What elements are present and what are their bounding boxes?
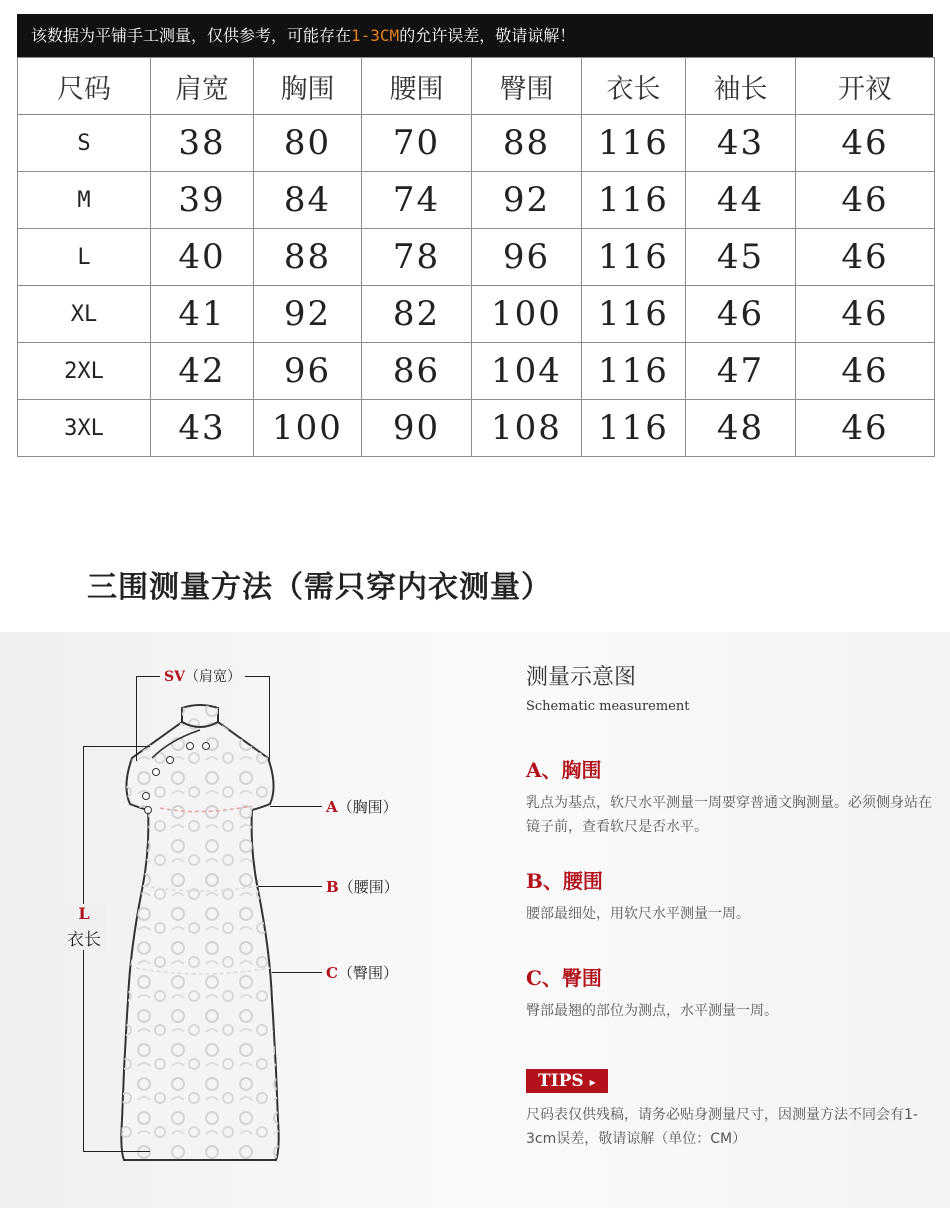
size-cell: XL	[18, 286, 151, 343]
table-cell: 39	[151, 172, 254, 229]
info-item-hip	[526, 962, 936, 1023]
table-row	[18, 343, 935, 400]
table-cell: 46	[796, 343, 935, 400]
size-table	[17, 57, 935, 457]
table-row	[18, 115, 935, 172]
info-title: 测量示意图	[526, 665, 637, 690]
table-cell: 46	[686, 286, 796, 343]
notice-tolerance: 1-3CM	[351, 26, 400, 45]
info-text: 乳点为基点，软尺水平测量一周要穿普通文胸测量。必须侧身站在镜子前，查看软尺是否水平。	[526, 795, 932, 835]
length-label	[62, 904, 106, 950]
table-cell: 48	[686, 400, 796, 457]
info-item-waist	[526, 865, 936, 926]
table-cell: 116	[582, 286, 686, 343]
table-cell: 46	[796, 229, 935, 286]
table-cell: 82	[362, 286, 472, 343]
notice-text: 该数据为平铺手工测量，仅供参考，可能存在	[31, 26, 352, 45]
tips-badge	[526, 1069, 608, 1093]
size-cell: L	[18, 229, 151, 286]
info-item-chest	[526, 754, 936, 839]
table-cell: 41	[151, 286, 254, 343]
tips-text: 尺码表仅供残稿，请务必贴身测量尺寸，因测量方法不同会有1-3cm误差，敬请谅解（单位：CM）	[526, 1107, 918, 1147]
table-cell: 84	[254, 172, 362, 229]
table-cell: 92	[472, 172, 582, 229]
chest-text: （胸围）	[337, 798, 398, 816]
table-cell: 104	[472, 343, 582, 400]
info-heading: B、腰围	[526, 869, 603, 893]
table-cell: 116	[582, 400, 686, 457]
hip-code: C	[326, 964, 338, 982]
table-cell: 46	[796, 172, 935, 229]
table-cell: 116	[582, 172, 686, 229]
shoulder-bracket	[136, 676, 270, 761]
shoulder-label	[160, 666, 245, 686]
table-cell: 46	[796, 115, 935, 172]
section-title: 三围测量方法（需只穿内衣测量）	[87, 570, 552, 605]
measurement-info	[526, 660, 936, 1151]
table-cell: 78	[362, 229, 472, 286]
size-cell: M	[18, 172, 151, 229]
table-cell: 43	[686, 115, 796, 172]
table-header-cell: 肩宽	[151, 58, 254, 115]
table-cell: 74	[362, 172, 472, 229]
table-cell: 47	[686, 343, 796, 400]
table-cell: 88	[472, 115, 582, 172]
table-header-row	[18, 58, 935, 115]
size-cell: S	[18, 115, 151, 172]
table-cell: 44	[686, 172, 796, 229]
table-cell: 116	[582, 343, 686, 400]
chest-label	[326, 796, 398, 817]
info-heading: C、臀围	[526, 966, 602, 990]
table-header-cell: 臀围	[472, 58, 582, 115]
table-header-cell: 衣长	[582, 58, 686, 115]
table-cell: 116	[582, 115, 686, 172]
table-row	[18, 400, 935, 457]
table-cell: 96	[254, 343, 362, 400]
size-cell: 2XL	[18, 343, 151, 400]
shoulder-code: SV	[164, 669, 185, 685]
hip-text: （臀围）	[337, 964, 398, 982]
chest-code: A	[326, 798, 338, 816]
table-cell: 42	[151, 343, 254, 400]
waist-label	[326, 876, 399, 897]
table-cell: 100	[254, 400, 362, 457]
info-text: 腰部最细处，用软尺水平测量一周。	[526, 906, 750, 922]
table-cell: 80	[254, 115, 362, 172]
waist-line	[258, 886, 322, 887]
waist-code: B	[326, 878, 339, 896]
chest-line	[270, 806, 322, 807]
table-cell: 45	[686, 229, 796, 286]
table-cell: 43	[151, 400, 254, 457]
table-header-cell: 开衩	[796, 58, 935, 115]
table-cell: 96	[472, 229, 582, 286]
table-cell: 116	[582, 229, 686, 286]
table-cell: 46	[796, 400, 935, 457]
tips-label: TIPS	[538, 1071, 584, 1091]
table-cell: 108	[472, 400, 582, 457]
table-cell: 88	[254, 229, 362, 286]
table-cell: 70	[362, 115, 472, 172]
table-header-cell: 腰围	[362, 58, 472, 115]
table-row	[18, 286, 935, 343]
table-cell: 40	[151, 229, 254, 286]
tips-section	[526, 1069, 936, 1151]
table-header-cell: 尺码	[18, 58, 151, 115]
waist-text: （腰围）	[338, 878, 399, 896]
table-cell: 100	[472, 286, 582, 343]
length-code: L	[78, 904, 90, 923]
table-cell: 38	[151, 115, 254, 172]
notice-bar	[17, 14, 933, 57]
table-cell: 46	[796, 286, 935, 343]
size-cell: 3XL	[18, 400, 151, 457]
hip-label	[326, 962, 398, 983]
shoulder-text: （肩宽）	[184, 669, 241, 685]
table-cell: 86	[362, 343, 472, 400]
tips-arrow-icon: ▸	[589, 1075, 596, 1089]
hip-line	[272, 972, 322, 973]
notice-text-end: 的允许误差，敬请谅解！	[399, 26, 576, 45]
table-header-cell: 胸围	[254, 58, 362, 115]
table-cell: 90	[362, 400, 472, 457]
table-row	[18, 172, 935, 229]
info-text: 臀部最翘的部位为测点，水平测量一周。	[526, 1003, 778, 1019]
table-cell: 92	[254, 286, 362, 343]
info-subtitle: Schematic measurement	[526, 699, 690, 714]
table-header-cell: 袖长	[686, 58, 796, 115]
info-heading: A、胸围	[526, 758, 602, 782]
table-row	[18, 229, 935, 286]
length-text: 衣长	[67, 930, 101, 950]
